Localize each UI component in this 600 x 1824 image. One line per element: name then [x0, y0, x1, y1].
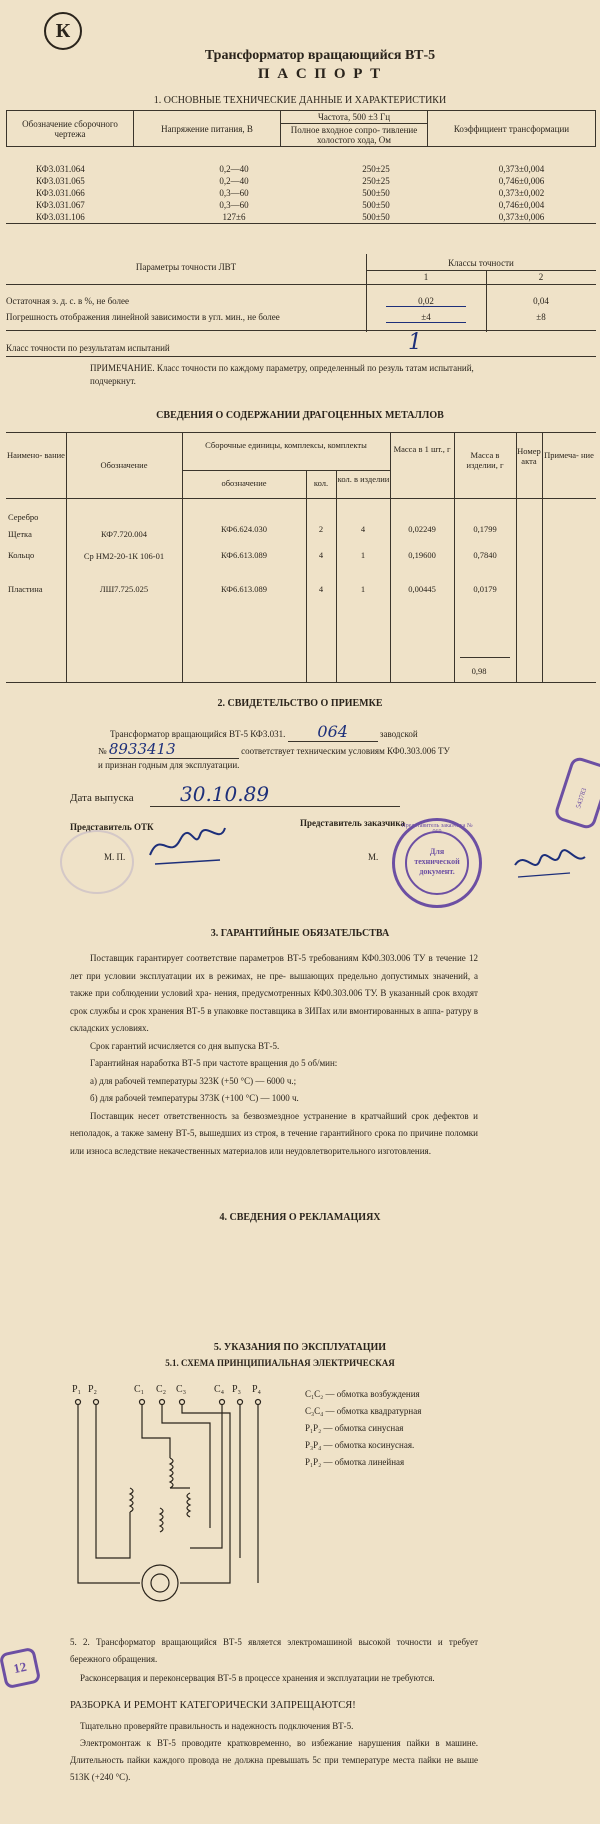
otk-mp: М. П.	[104, 852, 126, 862]
metals-row-name: Кольцо	[8, 550, 35, 560]
cell: 0,373±0,002	[498, 188, 545, 198]
margin-stamp: 12	[0, 1647, 41, 1690]
legend-item: C₃C₄ — обмотка квадратурная	[305, 1406, 422, 1416]
residual-emf-label: Остаточная э. д. с. в %, не более	[6, 296, 130, 306]
metals-row-unit-des: КФ6.624.030	[220, 524, 267, 534]
divider	[6, 432, 596, 433]
divider	[6, 356, 596, 357]
metals-title: СВЕДЕНИЯ О СОДЕРЖАНИИ ДРАГОЦЕННЫХ МЕТАЛЛОВ	[156, 410, 444, 421]
metals-col-mass-item: Масса в изделии, г	[466, 450, 504, 470]
cell: 250±25	[362, 176, 390, 186]
metals-row-mass-item: 0,7840	[473, 550, 497, 560]
metals-row-name: Серебро	[8, 512, 39, 522]
metals-col-units: Сборочные единицы, комплексы, комплекты	[205, 440, 367, 450]
metals-row-mass-item: 0,0179	[473, 584, 497, 594]
metals-row-mass1: 0,19600	[408, 550, 436, 560]
metals-col-unit-des: обозначение	[221, 478, 267, 488]
pin-label: P₂	[88, 1384, 98, 1395]
customer-stamp	[392, 818, 482, 908]
cell: 127±6	[222, 212, 246, 222]
warranty-p5: б) для рабочей температуры 373К (+100 °С) — 1000 ч.	[90, 1093, 299, 1103]
acceptance-line1: Трансформатор вращающийся ВТ-5 КФ3.031. 064 заводской	[110, 722, 418, 741]
warranty-p4: а) для рабочей температуры 323К (+50 °С) — 6000 ч.;	[90, 1075, 297, 1086]
cell: КФ3.031.064	[36, 164, 85, 174]
cell: 500±50	[362, 200, 390, 210]
linear-error-label: Погрешность отображения линейной зависимости в угл. мин., не более	[6, 312, 280, 322]
tech-data-rows	[6, 163, 596, 224]
warranty-p3: Гарантийная наработка ВТ-5 при частоте вращения до 5 об/мин:	[90, 1058, 338, 1068]
pin-label: P₄	[252, 1384, 262, 1395]
operation-text	[70, 1634, 478, 1786]
col-impedance: Полное входное сопро- тивление холостого хода, Ом	[281, 124, 428, 147]
metals-col-designation: Обозначение	[100, 460, 148, 470]
divider	[366, 270, 596, 271]
operation-p2: Расконсервация и переконсервация ВТ-5 в процессе хранения и эксплуатации не требуются.	[80, 1673, 435, 1683]
schematic-diagram	[70, 1378, 270, 1618]
metals-row-name: Пластина	[8, 584, 43, 594]
cell: 0,746±0,004	[498, 200, 545, 210]
pin-c1	[140, 1400, 145, 1405]
cell: 0,746±0,006	[498, 176, 545, 186]
table-row	[6, 163, 596, 175]
section5-title: 5. УКАЗАНИЯ ПО ЭКСПЛУАТАЦИИ	[213, 1342, 387, 1353]
col-ratio: Коэффициент трансформации	[428, 111, 596, 147]
release-date-handwritten: 30.10.89	[150, 782, 400, 807]
cell: КФ3.031.065	[36, 176, 85, 186]
otk-label: Представитель ОТК	[70, 822, 154, 832]
linear-error-class1: ±4	[386, 312, 466, 323]
divider	[6, 284, 596, 285]
operation-p4: Электромонтаж к ВТ-5 проводите кратковременно, во избежание нарушения пайки в машине. Длительность пайки каждого провода не должна превышать 5с при температуре места пайки не выше 513К (+240 °С).	[70, 1738, 478, 1782]
section1-title: 1. ОСНОВНЫЕ ТЕХНИЧЕСКИЕ ДАННЫЕ И ХАРАКТЕРИСТИКИ	[153, 95, 447, 106]
tech-data-body	[6, 163, 596, 223]
warranty-p2: Срок гарантий исчисляется со дня выпуска ВТ-5.	[90, 1040, 280, 1051]
test-class-value: 1	[408, 330, 422, 355]
customer-mp: М.	[368, 852, 379, 862]
stamp-inner-text: Для технической документ.	[414, 847, 460, 876]
pin-p1	[76, 1400, 81, 1405]
pin-label: P₁	[72, 1384, 82, 1395]
customer-label: Представитель заказчика	[300, 818, 405, 828]
operation-p3: Тщательно проверяйте правильность и надежность подключения ВТ-5.	[80, 1721, 354, 1731]
accuracy-param-header: Параметры точности ЛВТ	[135, 262, 237, 272]
pin-label: C₁	[134, 1384, 145, 1395]
divider	[306, 470, 307, 682]
section3-title: 3. ГАРАНТИЙНЫЕ ОБЯЗАТЕЛЬСТВА	[210, 928, 390, 939]
divider	[6, 330, 596, 331]
accuracy-class-header: Классы точности	[448, 258, 514, 268]
divider	[336, 470, 337, 682]
pin-label: C₃	[176, 1384, 187, 1395]
schematic-legend	[305, 1386, 505, 1471]
section1-note: ПРИМЕЧАНИЕ. Класс точности по каждому параметру, определенный по резуль татам испытаний, подчеркнут.	[90, 363, 474, 386]
acceptance-line2: № 8933413 соответствует техническим условиям КФ0.303.006 ТУ	[98, 740, 450, 758]
metals-row-designation: Ср НМ2-20-1К 106-01	[83, 551, 165, 561]
pin-p3	[238, 1400, 243, 1405]
faded-stamp	[60, 830, 134, 894]
class-1-header: 1	[423, 272, 429, 282]
metals-row-qty: 4	[318, 550, 324, 560]
metals-table	[6, 432, 596, 684]
divider	[542, 432, 543, 682]
section4-title: 4. СВЕДЕНИЯ О РЕКЛАМАЦИЯХ	[219, 1212, 381, 1223]
metals-col-note: Примеча- ние	[544, 450, 594, 460]
col-drawing: Обозначение сборочного чертежа	[7, 111, 134, 147]
divider	[182, 470, 390, 471]
accuracy-block	[6, 254, 596, 336]
stamp-ring-text: Представитель заказчика № 069	[401, 823, 473, 835]
metals-col-mass1: Масса в 1 шт., г	[393, 444, 451, 454]
metals-row-designation: КФ7.720.004	[100, 529, 147, 539]
cell: 0,2—40	[219, 164, 249, 174]
metals-row-name: Щетка	[8, 529, 32, 539]
metals-col-qty: кол.	[313, 478, 329, 488]
logo-mark: К	[44, 12, 82, 50]
pin-p4	[256, 1400, 261, 1405]
side-stamp: 543783	[553, 755, 600, 831]
metals-row-mass1: 0,00445	[408, 584, 436, 594]
drawing-suffix-handwritten: 064	[288, 722, 378, 742]
metals-row-mass1: 0,02249	[408, 524, 436, 534]
legend-item: P₃P₄ — обмотка косинусная.	[305, 1440, 415, 1450]
customer-signature	[510, 845, 590, 885]
metals-row-qty-item: 1	[360, 584, 366, 594]
metals-row-unit-des: КФ6.613.089	[220, 584, 267, 594]
pin-c3	[180, 1400, 185, 1405]
sum-line	[460, 657, 510, 658]
divider	[516, 432, 517, 682]
metals-col-act: Номер акта	[517, 446, 541, 466]
warranty-p1: Поставщик гарантирует соответствие параметров ВТ-5 требованиям КФ0.303.006 ТУ в течение 12 лет при условии эксплуатации их в режимах, не пре- вышающих предельно допустимых значений, а также при соблюдении условий хра- нения, предусмотренных КФ0.303.006 ТУ. В указанный срок входят срок службы и срок хранения ВТ-5 в упаковке поставщика в ЗИПах или вмонтированных в аппа- ратуру в складских условиях.	[70, 953, 478, 1033]
warranty-p6: Поставщик несет ответственность за безвозмездное устранение в кратчайший срок дефектов и неполадок, а также замену ВТ-5, вышедших из строя, в течение гарантийного срока по причине поломки или износа вследствие некачественных материалов или неудовлетворительного изготовления.	[70, 1110, 478, 1156]
legend-item: P₁P₂ — обмотка линейная	[305, 1457, 405, 1467]
cell: 0,373±0,006	[498, 212, 545, 222]
operation-warning: РАЗБОРКА И РЕМОНТ КАТЕГОРИЧЕСКИ ЗАПРЕЩАЮТСЯ!	[70, 1700, 356, 1711]
legend-item: C₁C₂ — обмотка возбуждения	[305, 1389, 420, 1399]
section2-title: 2. СВИДЕТЕЛЬСТВО О ПРИЕМКЕ	[217, 698, 383, 709]
cell: 250±25	[362, 164, 390, 174]
metals-row-qty-item: 4	[360, 524, 366, 534]
pin-p2	[94, 1400, 99, 1405]
metals-row-designation: ЛШ7.725.025	[99, 584, 149, 594]
pin-label: P₃	[232, 1384, 242, 1395]
cell: 0,2—40	[219, 176, 249, 186]
cell: 0,3—60	[219, 200, 249, 210]
metals-total: 0,98	[471, 666, 487, 676]
pin-label: C₂	[156, 1384, 167, 1395]
pin-c4	[220, 1400, 225, 1405]
cell: 500±50	[362, 188, 390, 198]
linear-error-class2: ±8	[536, 312, 546, 322]
residual-emf-class1: 0,02	[386, 296, 466, 307]
class-2-header: 2	[538, 272, 544, 282]
test-class-label: Класс точности по результатам испытаний	[6, 343, 170, 353]
serial-number-handwritten: 8933413	[109, 740, 239, 759]
table-row	[6, 199, 596, 211]
metals-row-qty-item: 1	[360, 550, 366, 560]
legend-item: P₁P₂ — обмотка синусная	[305, 1423, 404, 1433]
otk-signature	[140, 820, 230, 870]
pin-label: C₄	[214, 1384, 225, 1395]
tech-data-table	[6, 110, 596, 147]
release-date-label: Дата выпуска	[70, 792, 134, 804]
doc-title: Трансформатор вращающийся ВТ-5	[204, 48, 436, 63]
table-row	[6, 175, 596, 187]
metals-row-qty: 2	[318, 524, 324, 534]
metals-col-name: Наимено- вание	[7, 450, 65, 460]
metals-col-qty-item: кол. в изделии	[337, 474, 390, 484]
col-voltage: Напряжение питания, В	[134, 111, 281, 147]
cell: 0,3—60	[219, 188, 249, 198]
col-freq: Частота, 500 ±3 Гц	[281, 111, 428, 124]
divider	[6, 498, 596, 499]
warranty-text	[70, 950, 478, 1160]
divider	[6, 682, 596, 683]
pin-c2	[160, 1400, 165, 1405]
residual-emf-class2: 0,04	[533, 296, 549, 306]
cell: 0,373±0,004	[498, 164, 545, 174]
cell: КФ3.031.067	[36, 200, 85, 210]
table-row	[6, 187, 596, 199]
metals-row-unit-des: КФ6.613.089	[220, 550, 267, 560]
operation-p1: 5. 2. Трансформатор вращающийся ВТ-5 является электромашиной высокой точности и требует бережного обращения.	[70, 1637, 478, 1664]
schematic-subtitle: 5.1. СХЕМА ПРИНЦИПИАЛЬНАЯ ЭЛЕКТРИЧЕСКАЯ	[165, 1358, 395, 1368]
metals-row-mass-item: 0,1799	[473, 524, 497, 534]
divider	[366, 254, 367, 332]
acceptance-line3: и признан годным для эксплуатации.	[98, 760, 240, 770]
cell: КФ3.031.106	[36, 212, 85, 222]
cell: 500±50	[362, 212, 390, 222]
passport-heading: П А С П О Р Т	[257, 66, 383, 82]
metals-row-qty: 4	[318, 584, 324, 594]
cell: КФ3.031.066	[36, 188, 85, 198]
table-row	[6, 211, 596, 223]
